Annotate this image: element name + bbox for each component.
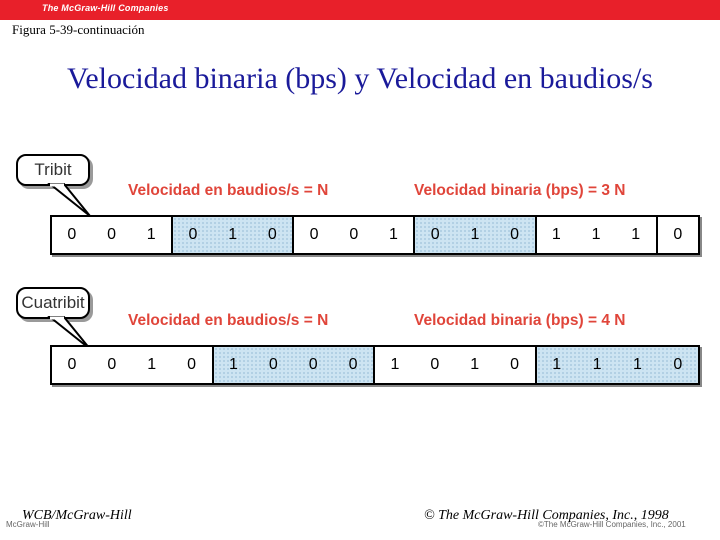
bit-group bbox=[658, 217, 698, 253]
bit-value: 0 bbox=[510, 226, 520, 243]
bit-value: 1 bbox=[470, 356, 480, 373]
tribit-baud-rate-label: Velocidad en baudios/s = N bbox=[128, 182, 329, 199]
bit-value: 0 bbox=[67, 226, 77, 243]
bit-value: 0 bbox=[188, 226, 198, 243]
bit-value: 1 bbox=[631, 226, 641, 243]
slide-title: Velocidad binaria (bps) y Velocidad en baudios/s bbox=[67, 62, 653, 95]
footer-left-small-credit: McGraw-Hill bbox=[6, 520, 50, 529]
bit-value: 1 bbox=[390, 356, 400, 373]
bit-group bbox=[537, 217, 658, 253]
bit-group bbox=[375, 347, 537, 383]
bit-group-highlighted bbox=[415, 217, 536, 253]
bit-value: 0 bbox=[430, 356, 440, 373]
cuatribit-baud-rate-label: Velocidad en baudios/s = N bbox=[128, 312, 329, 329]
publisher-logo: The McGraw-Hill Companies bbox=[42, 3, 169, 13]
bit-value: 0 bbox=[430, 226, 440, 243]
bit-value: 0 bbox=[107, 226, 116, 243]
bit-value: 0 bbox=[348, 356, 358, 373]
cuatribit-bit-rate-label: Velocidad binaria (bps) = 4 N bbox=[414, 312, 626, 329]
bit-value: 0 bbox=[187, 356, 197, 373]
cuatribit-bit-row bbox=[50, 345, 700, 385]
bit-group-highlighted bbox=[173, 217, 294, 253]
cuatribit-callout: Cuatribit bbox=[16, 287, 90, 319]
bit-group bbox=[52, 217, 173, 253]
bit-value: 0 bbox=[268, 356, 278, 373]
bit-value: 1 bbox=[551, 226, 561, 243]
bit-value: 0 bbox=[349, 226, 359, 243]
footer-right-copyright: © The McGraw-Hill Companies, Inc., 1998 bbox=[424, 508, 669, 523]
bit-value: 1 bbox=[146, 226, 156, 243]
bit-value: 0 bbox=[308, 356, 318, 373]
footer-left-credit: WCB/McGraw-Hill bbox=[22, 508, 132, 523]
bit-group bbox=[52, 347, 214, 383]
bit-value: 1 bbox=[592, 356, 602, 373]
bit-value: 1 bbox=[228, 356, 238, 373]
bit-value: 1 bbox=[470, 226, 480, 243]
bit-value: 0 bbox=[510, 356, 520, 373]
header-bar bbox=[0, 0, 720, 20]
bit-value: 1 bbox=[389, 226, 398, 243]
bit-value: 0 bbox=[673, 226, 683, 243]
bit-value: 1 bbox=[591, 226, 601, 243]
bit-group bbox=[294, 217, 415, 253]
bit-value: 0 bbox=[107, 356, 117, 373]
bit-value: 1 bbox=[632, 356, 642, 373]
bit-value: 0 bbox=[67, 356, 77, 373]
bit-value: 0 bbox=[267, 226, 277, 243]
tribit-bit-row bbox=[50, 215, 700, 255]
bit-value: 1 bbox=[552, 356, 562, 373]
bit-value: 1 bbox=[228, 226, 238, 243]
footer-right-small-copyright: ©The McGraw-Hill Companies, Inc., 2001 bbox=[538, 520, 686, 529]
bit-value: 0 bbox=[309, 226, 319, 243]
bit-value: 0 bbox=[673, 356, 683, 373]
tribit-callout: Tribit bbox=[16, 154, 90, 186]
bit-value: 1 bbox=[147, 356, 157, 373]
figure-caption: Figura 5-39-continuación bbox=[12, 22, 145, 37]
tribit-bit-rate-label: Velocidad binaria (bps) = 3 N bbox=[414, 182, 626, 199]
bit-group-highlighted bbox=[537, 347, 699, 383]
bit-group-highlighted bbox=[214, 347, 376, 383]
